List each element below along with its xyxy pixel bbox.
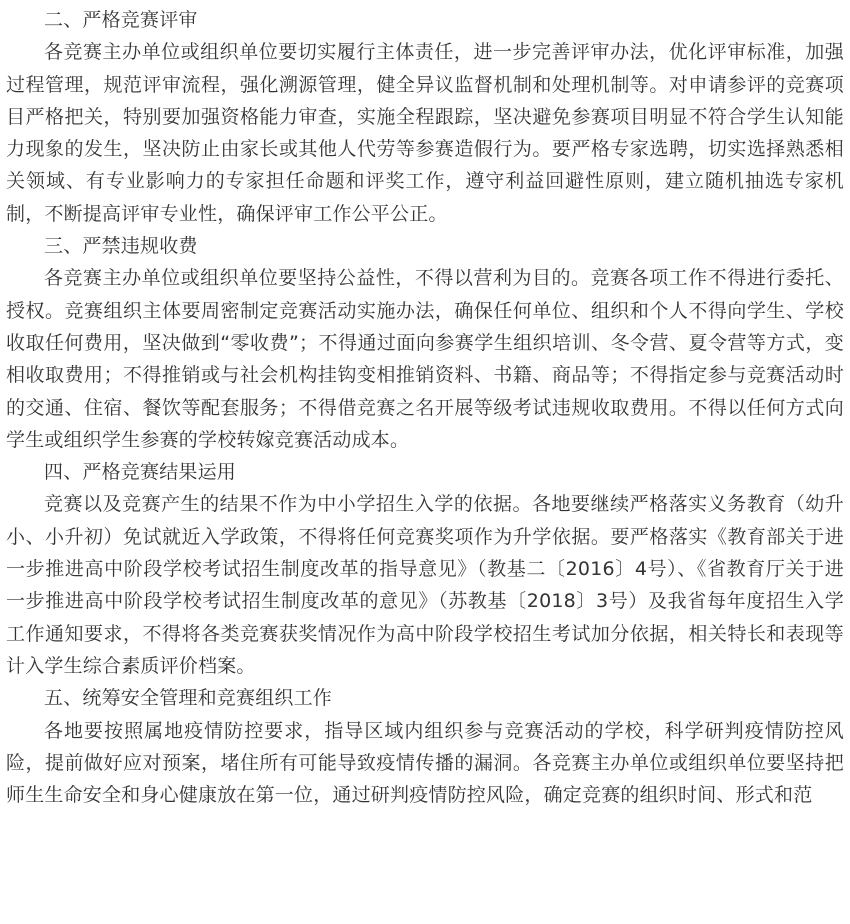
section-results — [6, 456, 844, 682]
section-paragraph: 各竞赛主办单位或组织单位要切实履行主体责任，进一步完善评审办法，优化评审标准，加强过程管理，规范评审流程，强化溯源管理，健全异议监督机制和处理机制等。对申请参评的竞赛项目严格把关，特别要加强资格能力审查，实施全程跟踪，坚决避免参赛项目明显不符合学生认知能力现象的发生，坚决防止由家长或其他人代劳等参赛造假行为。要严格专家选聘，切实选择熟悉相关领域、有专业影响力的专家担任命题和评奖工作，遵守利益回避性原则，建立随机抽选专家机制，不断提高评审专业性，确保评审工作公平公正。 — [6, 41, 844, 225]
section-fees — [6, 230, 844, 456]
section-heading: 二、严格竞赛评审 — [44, 9, 198, 31]
section-heading: 五、统筹安全管理和竞赛组织工作 — [44, 687, 333, 710]
section-paragraph: 竞赛以及竞赛产生的结果不作为中小学招生入学的依据。各地要继续严格落实义务教育（幼升小、小升初）免试就近入学政策，不得将任何竞赛奖项作为升学依据。要严格落实《教育部关于进一步推进高中阶段学校考试招生制度改革的指导意见》（教基二〔2016〕4号）、《省教育厅关于进一步推进高中阶段学校考试招生制度改革的意见》（苏教基〔2018〕3号）及我省每年度招生入学工作通知要求，不得将各类竞赛获奖情况作为高中阶段学校招生考试加分依据，相关特长和表现等计入学生综合素质评价档案。 — [6, 493, 844, 677]
section-safety — [6, 682, 844, 811]
section-evaluation — [6, 4, 844, 230]
section-heading: 三、严禁违规收费 — [44, 235, 198, 258]
section-heading: 四、严格竞赛结果运用 — [44, 461, 237, 484]
section-paragraph: 各地要按照属地疫情防控要求，指导区域内组织参与竞赛活动的学校，科学研判疫情防控风险，提前做好应对预案，堵住所有可能导致疫情传播的漏洞。各竞赛主办单位或组织单位要坚持把师生生命安全和身心健康放在第一位，通过研判疫情防控风险，确定竞赛的组织时间、形式和范 — [6, 719, 844, 807]
section-paragraph: 各竞赛主办单位或组织单位要坚持公益性，不得以营利为目的。竞赛各项工作不得进行委托、授权。竞赛组织主体要周密制定竞赛活动实施办法，确保任何单位、组织和个人不得向学生、学校收取任何费用，坚决做到“零收费”；不得通过面向参赛学生组织培训、冬令营、夏令营等方式，变相收取费用；不得推销或与社会机构挂钩变相推销资料、书籍、商品等；不得指定参与竞赛活动时的交通、住宿、餐饮等配套服务；不得借竞赛之名开展等级考试违规收取费用。不得以任何方式向学生或组织学生参赛的学校转嫁竞赛活动成本。 — [6, 267, 844, 451]
